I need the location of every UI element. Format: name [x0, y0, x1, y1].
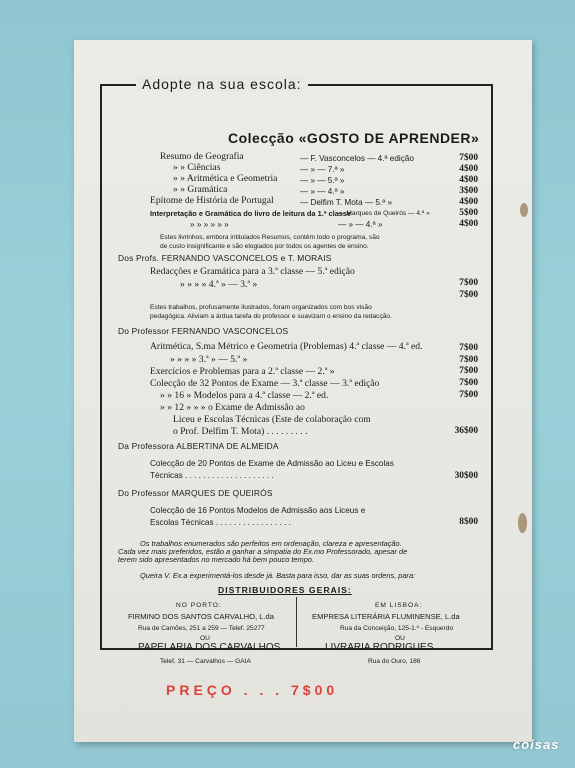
book-price: 7$00: [459, 390, 478, 400]
book-author: — » — 4.ª »: [338, 220, 383, 229]
book-price: 7$00: [459, 153, 478, 163]
closing-line: Os trabalhos enumerados são perfeitos em ordenação, clareza e apresentação.: [140, 539, 402, 548]
collection-title: Colecção «GOSTO DE APRENDER»: [228, 130, 480, 146]
city-label: EM LISBOA:: [375, 602, 423, 609]
book-price: 4$00: [459, 175, 478, 185]
section-heading: Dos Profs. FERNANDO VASCONCELOS e T. MORAIS: [118, 253, 332, 263]
book-title: » » 16 » Modelos para a 4.ª classe — 2.ª ed.: [160, 390, 329, 401]
or-label: OU: [395, 635, 405, 642]
section-note: Estes livrinhos, embora intitulados Resumos, contêm todo o programa, são: [160, 234, 380, 241]
book-price: 7$00: [459, 343, 478, 353]
book-title: Liceu e Escolas Técnicas (Este de colaboração com: [173, 414, 371, 425]
section-note: de custo insignificante e são elogiados por todos os agentes de ensino.: [160, 243, 369, 250]
closing-line: terem sido apresentados no mercado há bem pouco tempo.: [118, 555, 314, 564]
book-author: — Delfim T. Mota — 5.ª »: [300, 198, 393, 207]
book-title: Epítome de História de Portugal: [150, 195, 274, 206]
book-title: » » » » » »: [190, 220, 229, 229]
book-price: 36$00: [454, 426, 478, 436]
paper-stain: [520, 203, 528, 217]
book-title: » » Aritmética e Geometria: [173, 173, 278, 184]
book-title: Interpretação e Gramática do livro de leitura da 1.ª classe: [150, 209, 352, 218]
book-author: — » — 7.ª »: [300, 165, 345, 174]
or-label: OU: [200, 635, 210, 642]
section-heading: Do Professor MARQUES DE QUEIRÓS: [118, 488, 273, 498]
book-title: » » » » 3.ª » — 5.ª »: [170, 354, 248, 365]
book-title: » » Gramática: [173, 184, 228, 195]
book-title: Colecção de 32 Pontos de Exame — 3.ª classe — 3.ª edição: [150, 378, 380, 389]
paper-stain: [518, 513, 527, 533]
book-title: Redacções e Gramática para a 3.ª classe — 5.ª edição: [150, 266, 355, 277]
book-author: — » — 4.ª »: [300, 187, 345, 196]
distribuidores-title: DISTRIBUIDORES GERAIS:: [218, 585, 352, 595]
section-note: Estes trabalhos, profusamente ilustrados, foram organizados com bos visão: [150, 304, 372, 311]
book-author: — » — 5.ª »: [300, 176, 345, 185]
book-title: o Prof. Delfim T. Mota) . . . . . . . . .: [173, 426, 308, 437]
book-title: Exercícios e Problemas para a 2.ª classe — 2.ª »: [150, 366, 335, 377]
distributor-name: FIRMINO DOS SANTOS CARVALHO, L.da: [128, 612, 275, 621]
book-title: » » Ciências: [173, 162, 221, 173]
book-price: 7$00: [459, 355, 478, 365]
book-title: Escolas Técnicas . . . . . . . . . . . . . . . . .: [150, 518, 291, 527]
book-price: 5$00: [459, 208, 478, 218]
book-price: 7$00: [459, 278, 478, 288]
book-title: Colecção de 16 Pontos Modelos de Admissão aos Liceus e: [150, 506, 366, 515]
section-heading: Da Professora ALBERTINA DE ALMEIDA: [118, 441, 279, 451]
book-price: 4$00: [459, 164, 478, 174]
closing-line: Queira V. Ex.a experimentá-los desde já. Basta para isso, dar as suas ordens, para:: [140, 571, 416, 580]
distributor-name: LIVRARIA RODRIGUES: [325, 642, 434, 653]
book-author: — Marques de Queirós — 4.ª »: [338, 210, 430, 217]
book-title: Técnicas . . . . . . . . . . . . . . . . . . . .: [150, 471, 274, 480]
book-price: 8$00: [459, 517, 478, 527]
book-title: Colecção de 20 Pontos de Exame de Admissão ao Liceu e Escolas: [150, 459, 394, 468]
watermark-logo: coisas: [513, 737, 560, 752]
book-price: 7$00: [459, 290, 478, 300]
book-title: Aritmética, S.ma Métrico e Geometria (Problemas) 4.ª classe — 4.ª ed.: [150, 341, 423, 352]
distributor-address: Rua do Ouro, 186: [368, 658, 421, 665]
book-title: Resumo de Geografia: [160, 151, 244, 162]
book-price: 7$00: [459, 366, 478, 376]
distributor-address: Rua de Camões, 251 a 259 — Telef. 25277: [138, 625, 265, 632]
distributor-divider: [296, 597, 297, 647]
distributor-name: EMPRESA LITERÁRIA FLUMINENSE, L.da: [312, 612, 460, 621]
book-price: 4$00: [459, 197, 478, 207]
book-title: » » » » 4.ª » — 3.ª »: [180, 279, 258, 290]
book-price: 7$00: [459, 378, 478, 388]
section-heading: Do Professor FERNANDO VASCONCELOS: [118, 326, 289, 336]
distributor-name: PAPELARIA DOS CARVALHOS: [138, 642, 281, 653]
book-price: 4$00: [459, 219, 478, 229]
book-author: — F. Vasconcelos — 4.ª edição: [300, 154, 414, 163]
city-label: NO PORTO:: [176, 602, 222, 609]
book-price: 30$00: [454, 471, 478, 481]
book-title: » » 12 » » » o Exame de Admissão ao: [160, 402, 305, 413]
section-note: pedagógica. Aliviam a árdua tarefa do professor e suavizam o ensino da redacção.: [150, 313, 392, 320]
distributor-address: Telef. 31 — Carvalhos — GAIA: [160, 658, 251, 665]
closing-line: Cada vez mais preferidos, estão a ganhar a simpatia do Ex.mo Professorado, apesar de: [118, 547, 408, 556]
distributor-address: Rua da Conceição, 125-1.º - Esquerdo: [340, 625, 454, 632]
price-footer: PREÇO . . . 7$00: [166, 682, 339, 698]
book-price: 3$00: [459, 186, 478, 196]
adopte-heading: Adopte na sua escola:: [136, 76, 308, 92]
